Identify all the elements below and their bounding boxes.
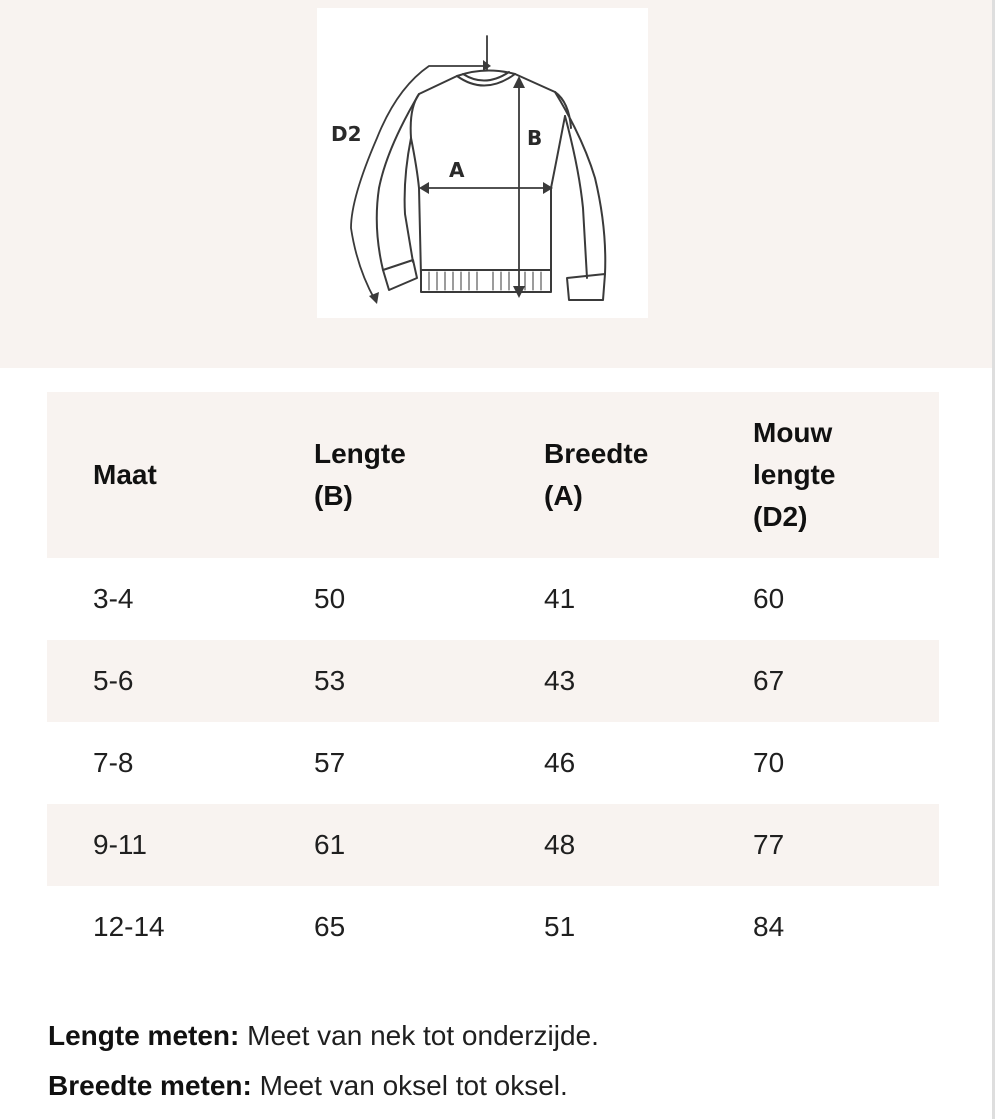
table-row bbox=[47, 722, 939, 804]
table-row bbox=[47, 558, 939, 640]
length-measure-text: Meet van nek tot onderzijde. bbox=[239, 1020, 599, 1051]
cell-length: 61 bbox=[268, 804, 506, 886]
cell-size: 12-14 bbox=[93, 911, 165, 942]
cell-width: 43 bbox=[506, 640, 753, 722]
header-sleeve-line1: Mouw bbox=[753, 417, 833, 448]
cell-width: 46 bbox=[544, 747, 576, 778]
table-row bbox=[47, 804, 939, 886]
diagram-label-d2: D2 bbox=[331, 122, 362, 146]
sweater-measurement-diagram bbox=[317, 8, 648, 318]
length-measure-note bbox=[48, 1020, 599, 1052]
cell-length: 57 bbox=[314, 747, 346, 778]
header-width-line1: Breedte bbox=[544, 438, 649, 469]
header-length bbox=[268, 392, 506, 558]
diagram-label-a: A bbox=[449, 158, 465, 182]
header-sleeve-length bbox=[753, 392, 939, 558]
header-length-line1: Lengte bbox=[314, 438, 406, 469]
table-row bbox=[47, 640, 939, 722]
cell-size: 3-4 bbox=[93, 583, 134, 614]
table-row bbox=[47, 886, 939, 968]
header-size-text: Maat bbox=[93, 459, 157, 490]
cell-length: 65 bbox=[314, 911, 346, 942]
cell-size: 5-6 bbox=[47, 640, 268, 722]
table-header-row bbox=[47, 392, 939, 558]
sweater-illustration bbox=[317, 8, 648, 318]
width-measure-text: Meet van oksel tot oksel. bbox=[251, 1070, 568, 1101]
cell-sleeve: 77 bbox=[753, 804, 939, 886]
cell-sleeve: 60 bbox=[753, 583, 785, 614]
size-chart-table bbox=[47, 392, 939, 968]
header-width-line2: (A) bbox=[544, 480, 583, 511]
cell-size: 9-11 bbox=[47, 804, 268, 886]
cell-length: 53 bbox=[268, 640, 506, 722]
cell-sleeve: 67 bbox=[753, 640, 939, 722]
header-size bbox=[47, 392, 268, 558]
width-measure-note bbox=[48, 1070, 568, 1102]
header-sleeve-line3: (D2) bbox=[753, 501, 808, 532]
length-measure-label: Lengte meten: bbox=[48, 1020, 240, 1051]
width-measure-label: Breedte meten: bbox=[48, 1070, 252, 1101]
cell-length: 50 bbox=[314, 583, 346, 614]
diagram-section bbox=[0, 0, 995, 368]
cell-width: 51 bbox=[544, 911, 576, 942]
cell-width: 48 bbox=[506, 804, 753, 886]
cell-sleeve: 84 bbox=[753, 911, 785, 942]
header-length-line2: (B) bbox=[314, 480, 353, 511]
cell-width: 41 bbox=[544, 583, 576, 614]
cell-size: 7-8 bbox=[93, 747, 134, 778]
header-width bbox=[506, 392, 753, 558]
diagram-label-b: B bbox=[527, 126, 543, 150]
cell-sleeve: 70 bbox=[753, 747, 785, 778]
header-sleeve-line2: lengte bbox=[753, 459, 836, 490]
